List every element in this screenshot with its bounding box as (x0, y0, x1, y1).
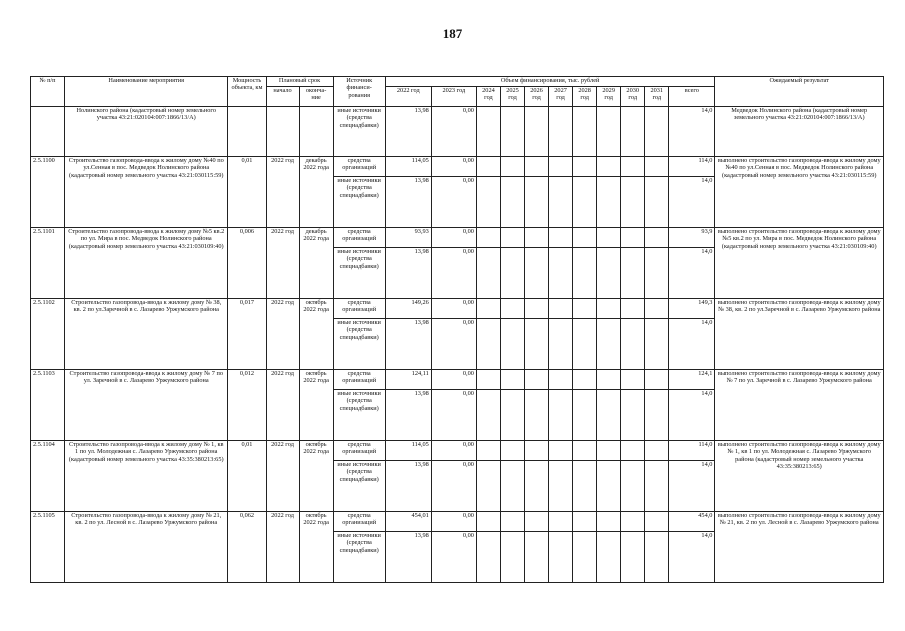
row-a2023: 0,00 (431, 441, 476, 461)
header-y2024: 2024 год (476, 87, 500, 107)
empty-cell (549, 390, 573, 441)
row-power: 0,01 (228, 441, 266, 512)
empty-cell (573, 248, 597, 299)
table-row (31, 299, 884, 319)
empty-cell (476, 512, 500, 532)
empty-cell (621, 248, 645, 299)
row-start: 2022 год (266, 228, 299, 299)
empty-cell (645, 299, 669, 319)
header-y2026: 2026 год (525, 87, 549, 107)
empty-cell (476, 461, 500, 512)
empty-cell (500, 461, 524, 512)
empty-cell (597, 370, 621, 390)
row-a2022: 124,11 (385, 370, 431, 390)
empty-cell (549, 228, 573, 248)
row-source-2: иные источники (средства спецнадбавки) (333, 248, 385, 299)
row-end: октябрь 2022 года (299, 370, 333, 441)
empty-cell (597, 299, 621, 319)
empty-cell (597, 532, 621, 583)
row-result: выполнено строительство газопровода-ввода к жилому дому №5 кв.2 по ул. Мира в пос. Медведок Нолинского района (кадастровый номер земельного участка 43:21:030109:40) (715, 228, 884, 299)
empty-cell (525, 177, 549, 228)
empty-cell (549, 319, 573, 370)
row-a2023: 0,00 (431, 299, 476, 319)
header-source: Источник финанси- рования (333, 77, 385, 107)
row-source-1: средства организаций (333, 370, 385, 390)
header-y2023: 2023 год (431, 87, 476, 107)
empty-cell (525, 441, 549, 461)
empty-cell (621, 157, 645, 177)
row-code: 2.5.1104 (31, 441, 65, 512)
row-b2023: 0,00 (431, 532, 476, 583)
empty-cell (645, 461, 669, 512)
row-code: 2.5.1103 (31, 370, 65, 441)
first-total: 14,0 (669, 107, 715, 157)
empty-cell (500, 177, 524, 228)
empty-cell (549, 248, 573, 299)
row-power: 0,062 (228, 512, 266, 583)
row-b2022: 13,98 (385, 390, 431, 441)
row-b2023: 0,00 (431, 461, 476, 512)
empty-cell (500, 512, 524, 532)
first-source: иные источники (средства спецнадбавки) (333, 107, 385, 157)
row-source-2: иные источники (средства спецнадбавки) (333, 319, 385, 370)
empty-cell (500, 299, 524, 319)
row-end: октябрь 2022 года (299, 299, 333, 370)
header-power: Мощность объекта, км (228, 77, 266, 107)
empty-cell (597, 248, 621, 299)
empty-cell (645, 390, 669, 441)
header-y2027: 2027 год (549, 87, 573, 107)
row-result: выполнено строительство газопровода-ввода к жилому дому № 1, кв 1 по ул. Молодежная с. Лазарево Уржумского района (кадастровый номер земельного участка 43:35:380213:65) (715, 441, 884, 512)
empty-cell (525, 157, 549, 177)
row-b-total: 14,0 (669, 532, 715, 583)
page-number: 187 (442, 26, 463, 41)
empty-cell (597, 441, 621, 461)
row-name: Строительство газопровода-ввода к жилому дому № 38, кв. 2 по ул.Заречной в с. Лазарево Уржумского района (65, 299, 228, 370)
empty-cell (549, 177, 573, 228)
empty-cell (500, 370, 524, 390)
row-result: выполнено строительство газопровода-ввода к жилому дому № 21, кв. 2 по ул. Лесной в с. Лазарево Уржумского района (715, 512, 884, 583)
row-b2022: 13,98 (385, 461, 431, 512)
table-row (31, 370, 884, 390)
header-planned-term: Плановый срок (266, 77, 333, 87)
empty-cell (476, 319, 500, 370)
row-a2023: 0,00 (431, 512, 476, 532)
row-b2022: 13,98 (385, 319, 431, 370)
empty-cell (621, 228, 645, 248)
empty-cell (645, 512, 669, 532)
row-a2022: 454,01 (385, 512, 431, 532)
empty-cell (597, 461, 621, 512)
table-row (31, 157, 884, 177)
row-power: 0,006 (228, 228, 266, 299)
row-b-total: 14,0 (669, 177, 715, 228)
header-y2031: 2031 год (645, 87, 669, 107)
empty-cell (645, 370, 669, 390)
empty-cell (645, 319, 669, 370)
row-end: октябрь 2022 года (299, 512, 333, 583)
empty-cell (621, 319, 645, 370)
empty-cell (525, 532, 549, 583)
empty-cell (500, 390, 524, 441)
empty-cell (573, 441, 597, 461)
row-source-1: средства организаций (333, 228, 385, 248)
row-b-total: 14,0 (669, 390, 715, 441)
empty-cell (573, 299, 597, 319)
row-source-2: иные источники (средства спецнадбавки) (333, 390, 385, 441)
header-start: начало (266, 87, 299, 107)
row-a-total: 149,3 (669, 299, 715, 319)
row-code: 2.5.1102 (31, 299, 65, 370)
row-b2023: 0,00 (431, 319, 476, 370)
header-total: всего (669, 87, 715, 107)
empty-cell (525, 299, 549, 319)
first-v2022: 13,98 (385, 107, 431, 157)
empty-cell (573, 390, 597, 441)
empty-cell (525, 319, 549, 370)
empty-cell (525, 512, 549, 532)
empty-cell (597, 177, 621, 228)
row-b-total: 14,0 (669, 461, 715, 512)
first-result: Медведок Нолинского района (кадастровый номер земельного участка 43:21:020104:007:1866/13/А) (715, 107, 884, 157)
empty-cell (621, 370, 645, 390)
row-code: 2.5.1101 (31, 228, 65, 299)
empty-cell (573, 157, 597, 177)
row-a-total: 454,0 (669, 512, 715, 532)
empty-cell (645, 248, 669, 299)
row-power: 0,01 (228, 157, 266, 228)
empty-cell (597, 319, 621, 370)
financing-table (30, 76, 884, 583)
row-name: Строительство газопровода-ввода к жилому дому № 7 по ул. Заречной в с. Лазарево Уржумского района (65, 370, 228, 441)
empty-cell (573, 532, 597, 583)
empty-cell (549, 299, 573, 319)
row-start: 2022 год (266, 512, 299, 583)
empty-cell (645, 532, 669, 583)
first-name: Нолинского района (кадастровый номер земельного участка 43:21:020104:007:1866/13/А) (65, 107, 228, 157)
empty-cell (549, 441, 573, 461)
first-v2023: 0,00 (431, 107, 476, 157)
empty-cell (549, 157, 573, 177)
empty-cell (573, 228, 597, 248)
empty-cell (621, 299, 645, 319)
empty-cell (500, 532, 524, 583)
empty-cell (549, 512, 573, 532)
empty-cell (573, 512, 597, 532)
empty-cell (621, 441, 645, 461)
table-row (31, 228, 884, 248)
row-start: 2022 год (266, 299, 299, 370)
row-source-1: средства организаций (333, 441, 385, 461)
empty-cell (645, 441, 669, 461)
empty-cell (621, 461, 645, 512)
row-a2022: 93,93 (385, 228, 431, 248)
row-a2022: 114,05 (385, 157, 431, 177)
row-source-2: иные источники (средства спецнадбавки) (333, 177, 385, 228)
empty-cell (500, 228, 524, 248)
row-name: Строительство газопровода-ввода к жилому дому № 1, кв 1 по ул. Молодежная с. Лазарево Уржумского района (кадастровый номер земельного участка 43:35:380213:65) (65, 441, 228, 512)
row-a2023: 0,00 (431, 370, 476, 390)
empty-cell (549, 461, 573, 512)
empty-cell (621, 532, 645, 583)
row-a2023: 0,00 (431, 157, 476, 177)
table-row (31, 441, 884, 461)
row-source-1: средства организаций (333, 157, 385, 177)
empty-cell (500, 441, 524, 461)
row-result: выполнено строительство газопровода-ввода к жилому дому №40 по ул.Сенная в пос. Медведок Нолинского района (кадастровый номер земельного участка 43:21:030115:59) (715, 157, 884, 228)
row-b-total: 14,0 (669, 319, 715, 370)
row-b-total: 14,0 (669, 248, 715, 299)
empty-cell (525, 461, 549, 512)
header-y2022: 2022 год (385, 87, 431, 107)
empty-cell (573, 177, 597, 228)
empty-cell (597, 228, 621, 248)
header-num: № п/п (31, 77, 65, 107)
empty-cell (645, 157, 669, 177)
row-code: 2.5.1100 (31, 157, 65, 228)
table-row (31, 512, 884, 532)
row-start: 2022 год (266, 370, 299, 441)
row-power: 0,017 (228, 299, 266, 370)
empty-cell (476, 441, 500, 461)
header-end: оконча- ние (299, 87, 333, 107)
header-y2030: 2030 год (621, 87, 645, 107)
empty-cell (500, 248, 524, 299)
header-volume: Объем финансирования, тыс. рублей (385, 77, 715, 87)
empty-cell (597, 157, 621, 177)
empty-cell (525, 248, 549, 299)
empty-cell (645, 177, 669, 228)
row-b2022: 13,98 (385, 177, 431, 228)
empty-cell (476, 390, 500, 441)
empty-cell (476, 228, 500, 248)
empty-cell (573, 461, 597, 512)
empty-cell (500, 157, 524, 177)
row-start: 2022 год (266, 441, 299, 512)
empty-cell (549, 532, 573, 583)
empty-cell (549, 370, 573, 390)
row-end: декабрь 2022 года (299, 228, 333, 299)
empty-cell (500, 319, 524, 370)
row-b2023: 0,00 (431, 390, 476, 441)
header-name: Наименование мероприятия (65, 77, 228, 107)
header-result: Ожидаемый результат (715, 77, 884, 107)
row-result: выполнено строительство газопровода-ввода к жилому дому № 7 по ул. Заречной в с. Лазарево Уржумского района (715, 370, 884, 441)
row-end: октябрь 2022 года (299, 441, 333, 512)
row-power: 0,012 (228, 370, 266, 441)
row-code: 2.5.1105 (31, 512, 65, 583)
row-source-2: иные источники (средства спецнадбавки) (333, 461, 385, 512)
row-source-1: средства организаций (333, 299, 385, 319)
header-y2029: 2029 год (597, 87, 621, 107)
row-a-total: 114,0 (669, 441, 715, 461)
empty-cell (476, 370, 500, 390)
row-source-1: средства организаций (333, 512, 385, 532)
row-start: 2022 год (266, 157, 299, 228)
continuation-row (31, 107, 884, 157)
row-result: выполнено строительство газопровода-ввода к жилому дому № 38, кв. 2 по ул.Заречной в с. Лазарево Уржумского района (715, 299, 884, 370)
empty-cell (476, 532, 500, 583)
header-y2025: 2025 год (500, 87, 524, 107)
row-b2023: 0,00 (431, 248, 476, 299)
row-name: Строительство газопровода-ввода к жилому дому №40 по ул.Сенная в пос. Медведок Нолинского района (кадастровый номер земельного участка 43:21:030115:59) (65, 157, 228, 228)
empty-cell (476, 299, 500, 319)
header-y2028: 2028 год (573, 87, 597, 107)
row-a-total: 93,9 (669, 228, 715, 248)
row-a2023: 0,00 (431, 228, 476, 248)
empty-cell (573, 370, 597, 390)
empty-cell (597, 512, 621, 532)
empty-cell (573, 319, 597, 370)
row-source-2: иные источники (средства спецнадбавки) (333, 532, 385, 583)
row-b2023: 0,00 (431, 177, 476, 228)
empty-cell (525, 228, 549, 248)
empty-cell (621, 512, 645, 532)
row-name: Строительство газопровода-ввода к жилому дому №5 кв.2 по ул. Мира в пос. Медведок Нолинского района (кадастровый номер земельного участка 43:21:030109:40) (65, 228, 228, 299)
empty-cell (525, 390, 549, 441)
empty-cell (476, 177, 500, 228)
row-a-total: 114,0 (669, 157, 715, 177)
row-a-total: 124,1 (669, 370, 715, 390)
row-a2022: 149,26 (385, 299, 431, 319)
row-a2022: 114,05 (385, 441, 431, 461)
empty-cell (621, 177, 645, 228)
row-name: Строительство газопровода-ввода к жилому дому № 21, кв. 2 по ул. Лесной в с. Лазарево Уржумского района (65, 512, 228, 583)
empty-cell (476, 248, 500, 299)
empty-cell (525, 370, 549, 390)
empty-cell (476, 157, 500, 177)
row-b2022: 13,98 (385, 532, 431, 583)
row-b2022: 13,98 (385, 248, 431, 299)
empty-cell (645, 228, 669, 248)
empty-cell (621, 390, 645, 441)
empty-cell (597, 390, 621, 441)
row-end: декабрь 2022 года (299, 157, 333, 228)
